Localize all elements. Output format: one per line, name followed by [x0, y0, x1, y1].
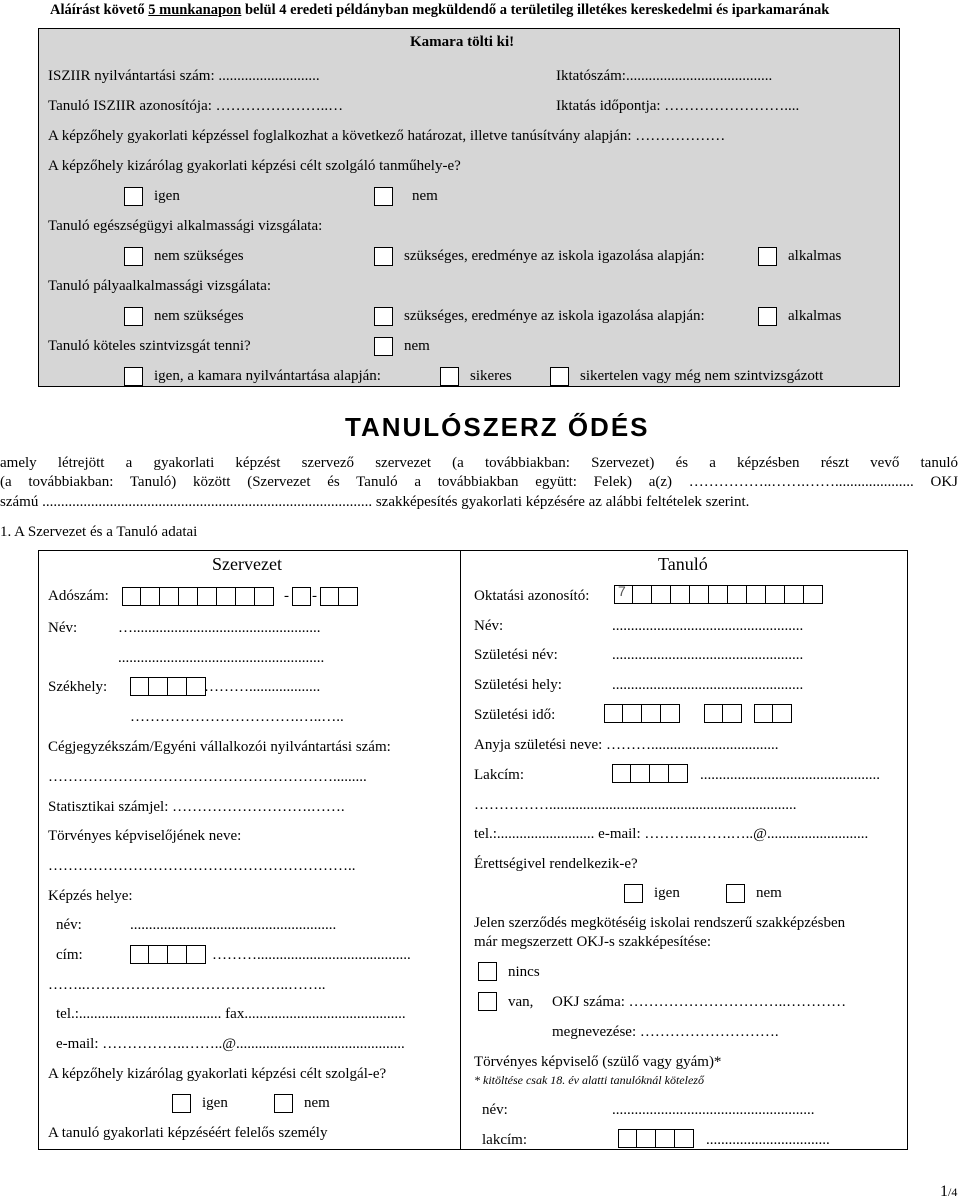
org-workshop-question: A képzőhely kizárólag gyakorlati képzési célt szolgál-e?	[48, 1066, 387, 1082]
workshop-question: A képzőhely kizárólag gyakorlati képzési célt szolgáló tanműhely-e?	[48, 158, 461, 174]
training-place-label: Képzés helye:	[48, 888, 133, 904]
parties-table	[38, 550, 908, 1150]
org-name-field[interactable]: …..................................................	[118, 620, 321, 636]
intro-line-1: amely létrejött a gyakorlati képzést szervező szervezet (a továbbiakban: Szervezet) és a képzésben részt vevő tanuló	[0, 455, 958, 471]
student-isziir-id-field[interactable]: Tanuló ISZIIR azonosítója: …………………..…	[48, 98, 344, 114]
student-mother-name-field[interactable]: Anyja születési neve: ………..................................	[474, 737, 779, 753]
training-place-address-field[interactable]: ……….........................................	[212, 947, 411, 963]
org-workshop-yes-checkbox[interactable]	[172, 1094, 191, 1113]
org-registry-field[interactable]: ………………………………………………….........	[48, 769, 367, 785]
training-place-name-field[interactable]: .......................................................	[130, 917, 337, 933]
org-tax-grid-vat[interactable]	[292, 587, 311, 606]
student-name-label: Név:	[474, 618, 504, 634]
org-tax-grid-main[interactable]	[122, 587, 274, 606]
org-representative-label: Törvényes képviselőjének neve:	[48, 828, 242, 844]
intro-line-2: (a továbbiakban: Tanuló) között (Szervezet és Tanuló a továbbiakban együtt: Felek) a(z) ……………..…….……..................... OKJ	[0, 474, 958, 490]
org-registry-label: Cégjegyzékszám/Egyéni vállalkozói nyilvántartási szám:	[48, 739, 391, 755]
level-exam-question: Tanuló köteles szintvizsgát tenni?	[48, 338, 251, 354]
student-header: Tanuló	[658, 554, 708, 574]
org-tax-label: Adószám:	[48, 588, 109, 604]
career-needed-checkbox[interactable]	[374, 307, 393, 326]
org-seat-zip-grid[interactable]	[130, 677, 206, 696]
guardian-note: * kitöltése csak 18. év alatti tanulóknál kötelező	[474, 1073, 704, 1087]
workshop-yes-checkbox[interactable]	[124, 187, 143, 206]
level-exam-yes-label: igen, a kamara nyilvántartása alapján:	[154, 368, 381, 384]
instruction-deadline: 5 munkanapon	[148, 2, 242, 18]
health-fit-checkbox[interactable]	[758, 247, 777, 266]
student-edu-id-prefix: 7	[618, 583, 626, 599]
guardian-address-label: lakcím:	[482, 1132, 527, 1148]
instruction-pre: Aláírást követő	[50, 2, 149, 18]
student-birth-place-label: Születési hely:	[474, 677, 562, 693]
prior-has-label: van,	[508, 994, 534, 1010]
org-seat-label: Székhely:	[48, 679, 108, 695]
matura-yes-label: igen	[654, 885, 680, 901]
career-exam-question: Tanuló pályaalkalmassági vizsgálata:	[48, 278, 272, 294]
filing-number-field[interactable]: Iktatószám:.......................................	[556, 68, 773, 84]
health-needed-checkbox[interactable]	[374, 247, 393, 266]
training-place-name-label: név:	[56, 917, 82, 933]
workshop-yes-label: igen	[154, 188, 180, 204]
intro-line-3: számú ........................................................................................ szakképesítés gyakorlati képzésére az alábbi feltételek szerint.	[0, 494, 750, 510]
health-fit-label: alkalmas	[788, 248, 842, 264]
page-total: /4	[948, 1185, 958, 1199]
health-exam-question: Tanuló egészségügyi alkalmassági vizsgálata:	[48, 218, 323, 234]
guardian-name-label: név:	[482, 1102, 508, 1118]
document-title: TANULÓSZERZ ŐDÉS	[345, 412, 650, 442]
prior-qualification-question-1: Jelen szerződés megkötéséig iskolai rendszerű szakképzésben	[474, 915, 846, 931]
student-address-field-2[interactable]: ……………..................................................................	[474, 797, 797, 813]
student-birth-year-grid[interactable]	[604, 704, 680, 723]
career-not-needed-checkbox[interactable]	[124, 307, 143, 326]
level-exam-success-label: sikeres	[470, 368, 512, 384]
career-fit-label: alkalmas	[788, 308, 842, 324]
student-birth-day-grid[interactable]	[754, 704, 792, 723]
student-address-label: Lakcím:	[474, 767, 524, 783]
level-exam-yes-checkbox[interactable]	[124, 367, 143, 386]
student-birth-name-label: Születési név:	[474, 647, 558, 663]
guardian-name-field[interactable]: ......................................................	[612, 1102, 815, 1118]
student-edu-id-grid[interactable]	[614, 585, 823, 604]
guardian-address-field[interactable]: .................................	[706, 1132, 830, 1148]
student-birth-date-label: Születési idő:	[474, 707, 556, 723]
prior-okj-number-field[interactable]: OKJ száma: …………………………..…………	[552, 994, 847, 1010]
training-place-zip-grid[interactable]	[130, 945, 206, 964]
career-fit-checkbox[interactable]	[758, 307, 777, 326]
student-matura-question: Érettségivel rendelkezik-e?	[474, 856, 638, 872]
training-place-address-label: cím:	[56, 947, 83, 963]
org-tax-grid-county[interactable]	[320, 587, 358, 606]
level-exam-fail-checkbox[interactable]	[550, 367, 569, 386]
instruction-post: belül 4 eredeti példányban megküldendő a területileg illetékes kereskedelmi és iparkamarának	[241, 2, 830, 18]
student-name-field[interactable]: ...................................................	[612, 618, 804, 634]
org-tax-dash-1: -	[284, 588, 289, 604]
matura-yes-checkbox[interactable]	[624, 884, 643, 903]
training-place-address-field-2[interactable]: ……..…………………………………..……..	[48, 977, 326, 993]
org-workshop-no-checkbox[interactable]	[274, 1094, 293, 1113]
page-number	[940, 1183, 957, 1201]
resolution-field[interactable]: A képzőhely gyakorlati képzéssel foglalkozhat a következő határozat, illetve tanúsítvány alapján: ………………	[48, 128, 726, 144]
health-not-needed-label: nem szükséges	[154, 248, 244, 264]
page-current: 1	[940, 1183, 948, 1200]
section-heading: 1. A Szervezet és a Tanuló adatai	[0, 524, 198, 540]
workshop-no-label: nem	[412, 188, 438, 204]
org-workshop-no-label: nem	[304, 1095, 330, 1111]
prior-none-checkbox[interactable]	[478, 962, 497, 981]
guardian-heading: Törvényes képviselő (szülő vagy gyám)*	[474, 1054, 722, 1070]
health-needed-label: szükséges, eredménye az iskola igazolása alapján:	[404, 248, 705, 264]
parties-divider	[460, 550, 461, 1150]
instruction-line	[50, 2, 829, 19]
org-seat-field-2[interactable]: …………………………….…..…..	[130, 709, 344, 725]
student-birth-name-field[interactable]: ...................................................	[612, 647, 804, 663]
prior-none-label: nincs	[508, 964, 540, 980]
career-needed-label: szükséges, eredménye az iskola igazolása alapján:	[404, 308, 705, 324]
org-workshop-yes-label: igen	[202, 1095, 228, 1111]
prior-qualification-question-2: már megszerzett OKJ-s szakképesítése:	[474, 934, 711, 950]
training-place-email[interactable]: e-mail: ……………..……..@.............................................	[56, 1036, 405, 1052]
org-responsible-person-label: A tanuló gyakorlati képzéséért felelős személy	[48, 1125, 328, 1141]
level-exam-fail-label: sikertelen vagy még nem szintvizsgázott	[580, 368, 824, 384]
student-address-field[interactable]: ................................................	[700, 767, 880, 783]
workshop-no-checkbox[interactable]	[374, 187, 393, 206]
health-not-needed-checkbox[interactable]	[124, 247, 143, 266]
level-exam-success-checkbox[interactable]	[440, 367, 459, 386]
level-exam-no-label: nem	[404, 338, 430, 354]
org-name-label: Név:	[48, 620, 78, 636]
filing-date-field[interactable]: Iktatás időpontja: ……………………....	[556, 98, 800, 114]
level-exam-no-checkbox[interactable]	[374, 337, 393, 356]
isziir-registration-field[interactable]: ISZIIR nyilvántartási szám: ...........................	[48, 68, 320, 84]
org-tax-dash-2: -	[312, 588, 317, 604]
training-place-tel-fax[interactable]: tel.:...................................... fax...........................................	[56, 1006, 406, 1022]
student-birth-place-field[interactable]: ...................................................	[612, 677, 804, 693]
matura-no-checkbox[interactable]	[726, 884, 745, 903]
prior-designation-field[interactable]: megnevezése: ……………………….	[552, 1024, 779, 1040]
org-statistical-field[interactable]: Statisztikai számjel: ……………………….…….	[48, 799, 345, 815]
org-representative-field[interactable]: ……………………………………………………..	[48, 858, 356, 874]
chamber-title: Kamara tölti ki!	[410, 34, 515, 50]
guardian-zip-grid[interactable]	[618, 1129, 694, 1148]
matura-no-label: nem	[756, 885, 782, 901]
student-contact-field[interactable]: tel.:.......................... e-mail: ………..…….…..@...........................	[474, 826, 869, 842]
student-edu-id-label: Oktatási azonosító:	[474, 588, 590, 604]
prior-has-checkbox[interactable]	[478, 992, 497, 1011]
student-birth-month-grid[interactable]	[704, 704, 742, 723]
career-not-needed-label: nem szükséges	[154, 308, 244, 324]
org-header: Szervezet	[212, 554, 282, 574]
org-seat-field[interactable]: ………...................	[204, 679, 321, 695]
org-name-field-2[interactable]: .......................................................	[118, 650, 325, 666]
student-address-zip-grid[interactable]	[612, 764, 688, 783]
